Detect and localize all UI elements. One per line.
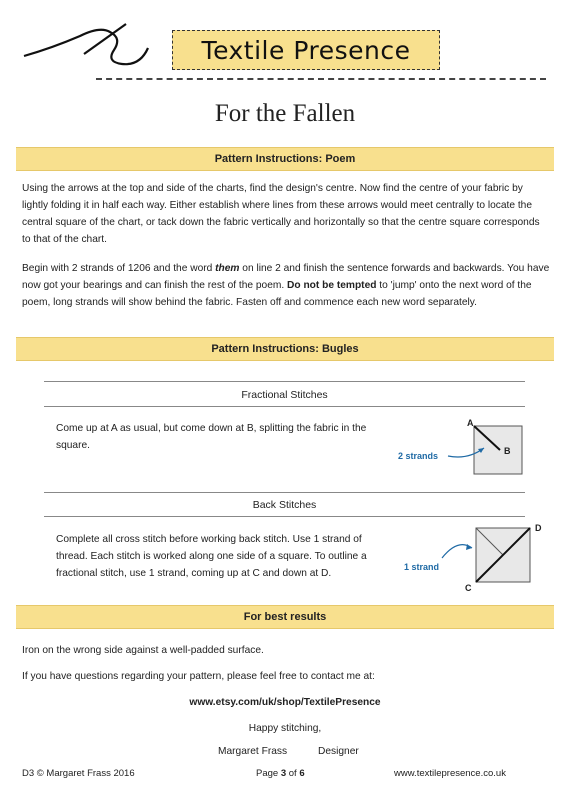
author-name: Margaret Frass — [218, 746, 288, 757]
page-title: For the Fallen — [214, 100, 356, 127]
page-prefix: Page — [256, 768, 281, 779]
strands-label-1: 1 strand — [404, 562, 440, 572]
fractional-stitches-text: Come up at A as usual, but come down at B, splitting the fabric in the square. — [56, 423, 367, 451]
footer-website-link[interactable]: www.textilepresence.co.uk — [394, 768, 506, 779]
emphasis-word: them — [215, 263, 240, 274]
poem-paragraph-1: Using the arrows at the top and side of the charts, find the design's centre. Now find the centre of your fabric by lightly folding it in half each way. Either establish where lines from these arrows would meet centrally to locate the central square of the chart, or tack down the fabric vertically and horizontally so that the centre square corresponds to that of the chart. — [22, 183, 540, 245]
strands-label-2: 2 strands — [398, 451, 439, 461]
footer-copyright: D3 © Margaret Frass 2016 — [22, 768, 135, 779]
label-b: B — [504, 446, 511, 456]
needle-thread-icon — [22, 18, 172, 78]
divider — [44, 492, 525, 493]
footer-page-number — [256, 768, 305, 779]
results-line-1: Iron on the wrong side against a well-padded surface. — [22, 645, 264, 656]
label-d: D — [535, 523, 542, 533]
poem-text: to 'jump' onto the next word of the poem, long strands will show behind the fabric. Fasten off and commence each new word separately. — [22, 280, 532, 308]
poem-paragraph-2 — [22, 260, 550, 311]
section-heading-poem: Pattern Instructions: Poem — [16, 147, 554, 171]
back-stitches-text: Complete all cross stitch before working back stitch. Use 1 strand of thread. Each stitch is worked along one side of a square. To outline a fractional stitch, use 1 strand, coming up at C and down at D. — [56, 534, 367, 579]
divider — [44, 381, 525, 382]
section-heading-bugles: Pattern Instructions: Bugles — [16, 337, 554, 361]
results-line-2: If you have questions regarding your pattern, please feel free to contact me at: — [22, 671, 375, 682]
divider — [44, 406, 525, 407]
etsy-link[interactable]: www.etsy.com/uk/shop/TextilePresence — [189, 697, 381, 708]
divider — [44, 516, 525, 517]
author-role: Designer — [318, 746, 359, 757]
back-stitches-title: Back Stitches — [252, 499, 317, 511]
logo-text: Textile Presence — [201, 35, 411, 65]
page-current: 3 — [280, 768, 287, 779]
poem-text: on line 2 and finish the sentence forwards and backwards. You have now got your bearings and can finish the rest of the poem. — [22, 263, 550, 291]
logo — [172, 30, 440, 70]
fractional-stitches-title: Fractional Stitches — [241, 389, 328, 401]
poem-text: Begin with 2 strands of 1206 and the word — [22, 263, 216, 274]
back-stitch-diagram — [398, 518, 538, 590]
signoff: Happy stitching, — [248, 723, 322, 734]
page-of: of — [286, 768, 300, 779]
bold-warning: Do not be tempted — [287, 280, 377, 291]
header-divider — [96, 78, 546, 80]
label-a: A — [467, 418, 474, 428]
page-total: 6 — [299, 768, 305, 779]
section-heading-results: For best results — [16, 605, 554, 629]
label-c: C — [465, 583, 472, 593]
